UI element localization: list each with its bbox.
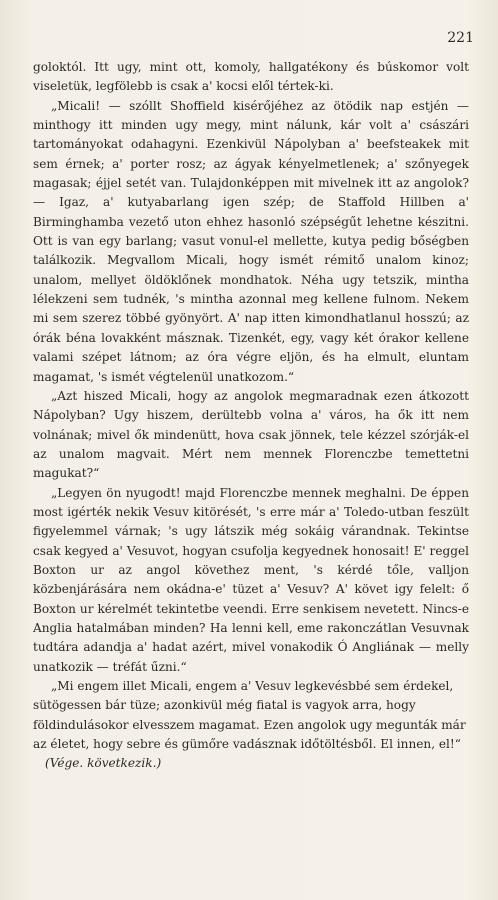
paragraph-4: „Legyen ön nyugodt! majd Florenczbe mennek meghalni. De éppen most igérték nekik Vesuv kitörését, 's erre már a' Toledo-utban feszült figyelemmel várnak; 's ugy látszik még sokáig várandnak. Tekintse csak kegyed a' Vesuvot, hogyan csufolja kegyednek honosait! E' reggel Boxton ur az angol követhez ment, 's kérdé tőle, valljon közbenjárására nem okádna-e' tüzet a' Vesuv? A' követ igy felelt: ő Boxton ur kérelmét tekintetbe veendi. Erre senkisem nevetett. Nincs-e Anglia hatalmában minden? Ha lenni kell, eme rakonczátlan Vesuvnak tudtára adandja a' hadat azért, mivel vonakodik Ó Angliának — melly unatkozik — tréfát űzni.“ [33,485,469,674]
body-text [33,58,469,774]
paragraph-3: „Azt hiszed Micali, hogy az angolok megmaradnak ezen átkozott Nápolyban? Ugy hiszem, derültebb volna a' város, ha ők itt nem volnának; mivel ők mindenütt, hova csak jönnek, tele kézzel szórják-el az unalom magvait. Mért nem mennek Florenczbe temettetni magukat?“ [33,388,469,481]
paragraph-5-text: „Mi engem illet Micali, engem a' Vesuv legkevésbbé sem érdekel, sütögessen bár tüze; azonkivül még fiatal is vagyok arra, hogy földindulásokor elvesszem magamat. Ezen angolok ugy megunták már az életet, hogy sebre és gümőre vadásznak időtöltésből. El innen, el!“ [33,679,466,752]
closing-note: (Vége. következik.) [45,756,162,771]
paragraph-2: „Micali! — szóllt Shoffield kisérőjéhez az ötödik nap estjén — minthogy itt minden ugy megy, mint nálunk, kár volt a' császári tartományokat odahagyni. Ezenkivül Nápolyban a' beefsteakek mit sem érnek; a' porter rosz; az ágyak kényelmetlenek; a' szőnyegek magasak; éjjel setét van. Tulajdonképpen mit mivelnek itt az angolok? — Igaz, a' kutyabarlang igen szép; de Staffold Hillben a' Birminghamba vezető uton ehhez hasonló szépségűt lehetne készitni. Ott is van egy barlang; vasut vonul-el mellette, kutya pedig bőségben találkozik. Megvallom Micali, hogy ismét rémitő unalom kinoz; unalom, mellyet öldöklőnek mondhatok. Néha ugy tetszik, mintha lélekzeni sem tudnék, 's mintha azonnal meg kellene fulnom. Nekem mi sem szerez többé gyönyört. A' nap itten kimondhatlanul hosszú; az órák béna lovakként másznak. Tizenkét, egy, vagy két órakor kellene valami szépet látnom; az óra végre eljön, és ha elmult, eluntam magamat, 's ismét végtelenül unatkozom.“ [33,98,469,384]
page-number: 221 [447,30,474,46]
paragraph-5 [33,677,469,774]
paragraph-1: goloktól. Itt ugy, mint ott, komoly, hallgatékony és búskomor volt viseletük, legfölebb is csak a' kocsi elől tértek-ki. [33,60,469,94]
